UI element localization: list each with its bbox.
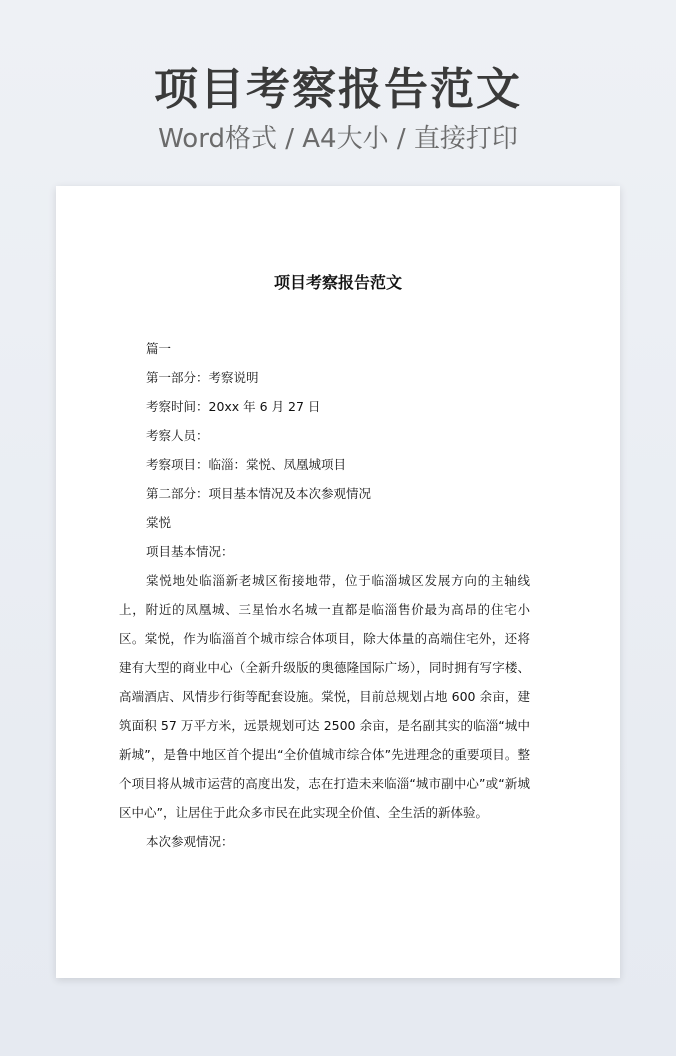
header-subtitle: Word格式 / A4大小 / 直接打印 <box>158 124 518 154</box>
header-title: 项目考察报告范文 <box>154 64 522 115</box>
document-body <box>119 334 530 856</box>
doc-line-visit: 本次参观情况： <box>146 834 234 849</box>
doc-line-basic-info: 项目基本情况： <box>146 544 234 559</box>
doc-line-section: 篇一 <box>146 341 172 356</box>
document-title: 项目考察报告范文 <box>273 273 402 292</box>
document-page <box>56 186 620 978</box>
doc-line-members: 考察人员： <box>146 428 209 443</box>
doc-paragraph: 棠悦地处临淄新老城区衔接地带，位于临淄城区发展方向的主轴线上，附近的凤凰城、三星怡水名城一直都是临淄售价最为高昂的住宅小区。棠悦，作为临淄首个城市综合体项目，除大体量的高端住宅外，还将建有大型的商业中心（全新升级版的奥德隆国际广场），同时拥有写字楼、高端酒店、风情步行街等配套设施。棠悦，目前总规划占地 600 余亩，建筑面积 57 万平方米，远景规划可达 2500 余亩，是名副其实的临淄“城中新城”，是鲁中地区首个提出“全价值城市综合体”先进理念的重要项目。整个项目将从城市运营的高度出发，志在打造未来临淄“城市副中心”或“新城区中心”，让居住于此众多市民在此实现全价值、全生活的新体验。 <box>119 573 530 820</box>
page-header <box>0 62 676 156</box>
doc-line-project: 考察项目：临淄：棠悦、凤凰城项目 <box>146 457 347 472</box>
doc-line-part-one: 第一部分：考察说明 <box>146 370 259 385</box>
doc-line-time: 考察时间：20xx 年 6 月 27 日 <box>146 399 321 414</box>
doc-line-part-two: 第二部分：项目基本情况及本次参观情况 <box>146 486 372 501</box>
doc-line-project-name: 棠悦 <box>146 515 172 530</box>
